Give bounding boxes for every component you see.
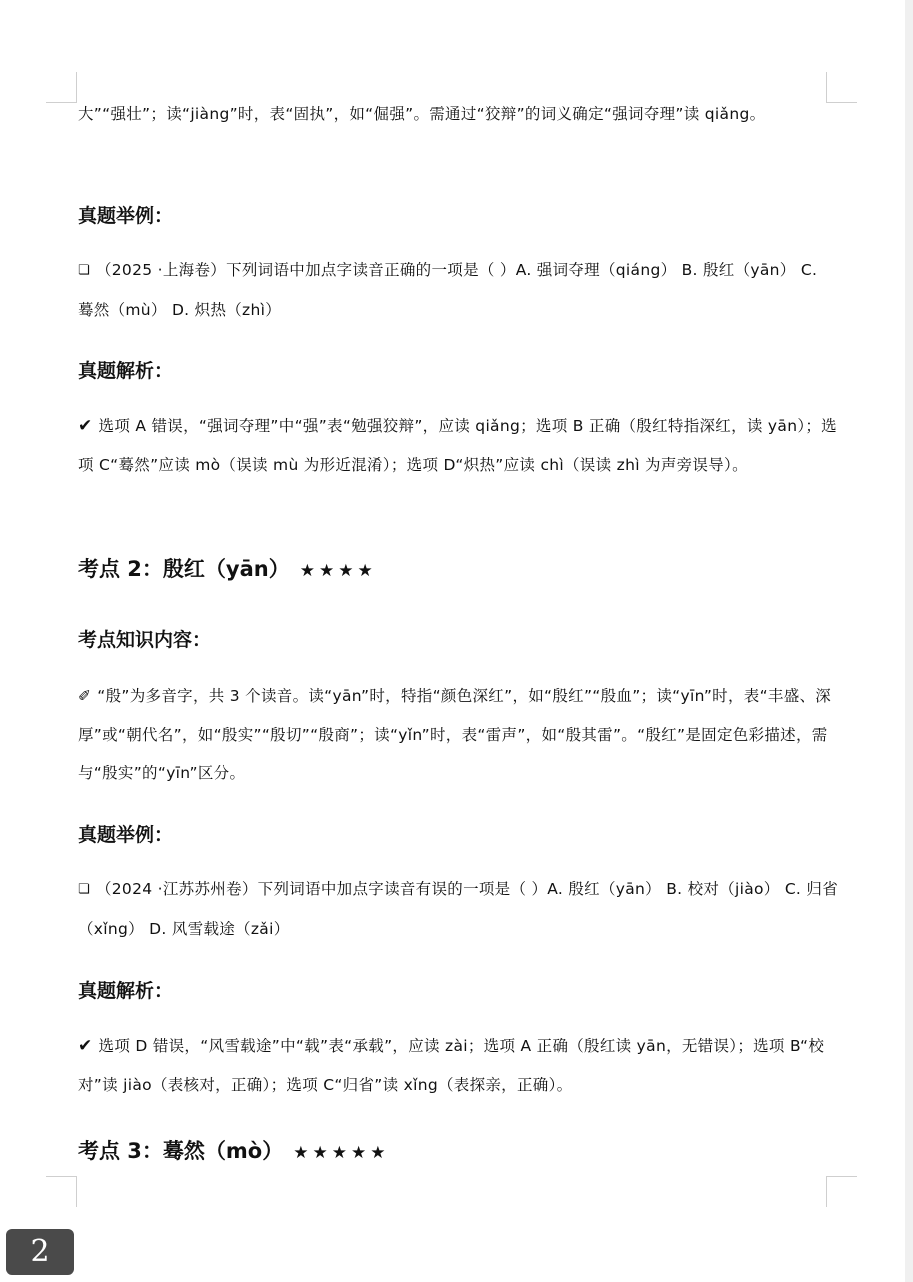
page-number-text: 2 xyxy=(30,1234,50,1269)
page-edge xyxy=(905,0,913,1282)
pencil-icon: ✐ xyxy=(78,687,92,705)
checkmark-icon: ✔ xyxy=(78,416,93,436)
example-question-1 xyxy=(78,251,838,329)
analysis-heading-text: 真题解析： xyxy=(78,360,174,382)
analysis-paragraph-2 xyxy=(78,1027,838,1104)
example-heading-text: 真题举例： xyxy=(78,205,174,227)
example-question-2 xyxy=(78,870,838,948)
knowledge-heading xyxy=(78,625,838,655)
crop-mark-top-left xyxy=(46,72,77,103)
square-bullet-icon: ❏ xyxy=(78,882,90,897)
example-question-text: （2024 ·江苏苏州卷）下列词语中加点字读音有误的一项是（ ）A. 殷红（yān） B. 校对（jiào） C. 归省（xǐng） D. 风雪载途（zǎi） xyxy=(78,880,838,938)
example-question-text: （2025 ·上海卷）下列词语中加点字读音正确的一项是（ ）A. 强词夺理（qiáng） B. 殷红（yān） C. 蓦然（mù） D. 炽热（zhì） xyxy=(78,261,818,319)
knowledge-text: “殷”为多音字，共 3 个读音。读“yān”时，特指“颜色深红”，如“殷红”“殷血”；读“yīn”时，表“丰盛、深厚”或“朝代名”，如“殷实”“殷切”“殷商”；读“yǐn”时，表“雷声”，如“殷其雷”。“殷红”是固定色彩描述，需与“殷实”的“yīn”区分。 xyxy=(78,687,832,782)
analysis-text: 选项 D 错误，“风雪载途”中“载”表“承载”，应读 zài；选项 A 正确（殷红读 yān，无错误）；选项 B“校对”读 jiào（表核对，正确）；选项 C“归省”读 xǐng（表探亲，正确）。 xyxy=(78,1037,825,1094)
kaodian-title-text: 考点 2：殷红（yān） xyxy=(78,557,290,581)
square-bullet-icon: ❏ xyxy=(78,263,90,278)
crop-mark-bottom-right xyxy=(826,1176,857,1207)
star-rating-icon: ★★★★★ xyxy=(293,1143,390,1163)
crop-mark-bottom-left xyxy=(46,1176,77,1207)
example-heading-text: 真题举例： xyxy=(78,824,174,846)
analysis-text: 选项 A 错误，“强词夺理”中“强”表“勉强狡辩”，应读 qiǎng；选项 B 正确（殷红特指深红，读 yān）；选项 C“蓦然”应读 mò（误读 mù 为形近混淆）；选项 D“炽热”应读 chì（误读 zhì 为声旁误导）。 xyxy=(78,417,837,474)
example-heading-2 xyxy=(78,820,838,850)
kaodian-3-title xyxy=(78,1135,838,1169)
knowledge-paragraph xyxy=(78,677,838,793)
kaodian-2-title xyxy=(78,553,838,587)
continuation-paragraph xyxy=(78,95,838,134)
star-rating-icon: ★★★★ xyxy=(299,561,377,581)
example-heading-1 xyxy=(78,201,838,231)
checkmark-icon: ✔ xyxy=(78,1036,93,1056)
analysis-heading-text: 真题解析： xyxy=(78,980,174,1002)
analysis-paragraph-1 xyxy=(78,407,838,484)
analysis-heading-2 xyxy=(78,976,838,1006)
continuation-text: 大”“强壮”；读“jiàng”时，表“固执”，如“倔强”。需通过“狡辩”的词义确定“强词夺理”读 qiǎng。 xyxy=(78,105,766,123)
knowledge-heading-text: 考点知识内容： xyxy=(78,629,212,651)
page-number-badge xyxy=(6,1229,74,1275)
analysis-heading-1 xyxy=(78,356,838,386)
kaodian-title-text: 考点 3：蓦然（mò） xyxy=(78,1139,284,1163)
